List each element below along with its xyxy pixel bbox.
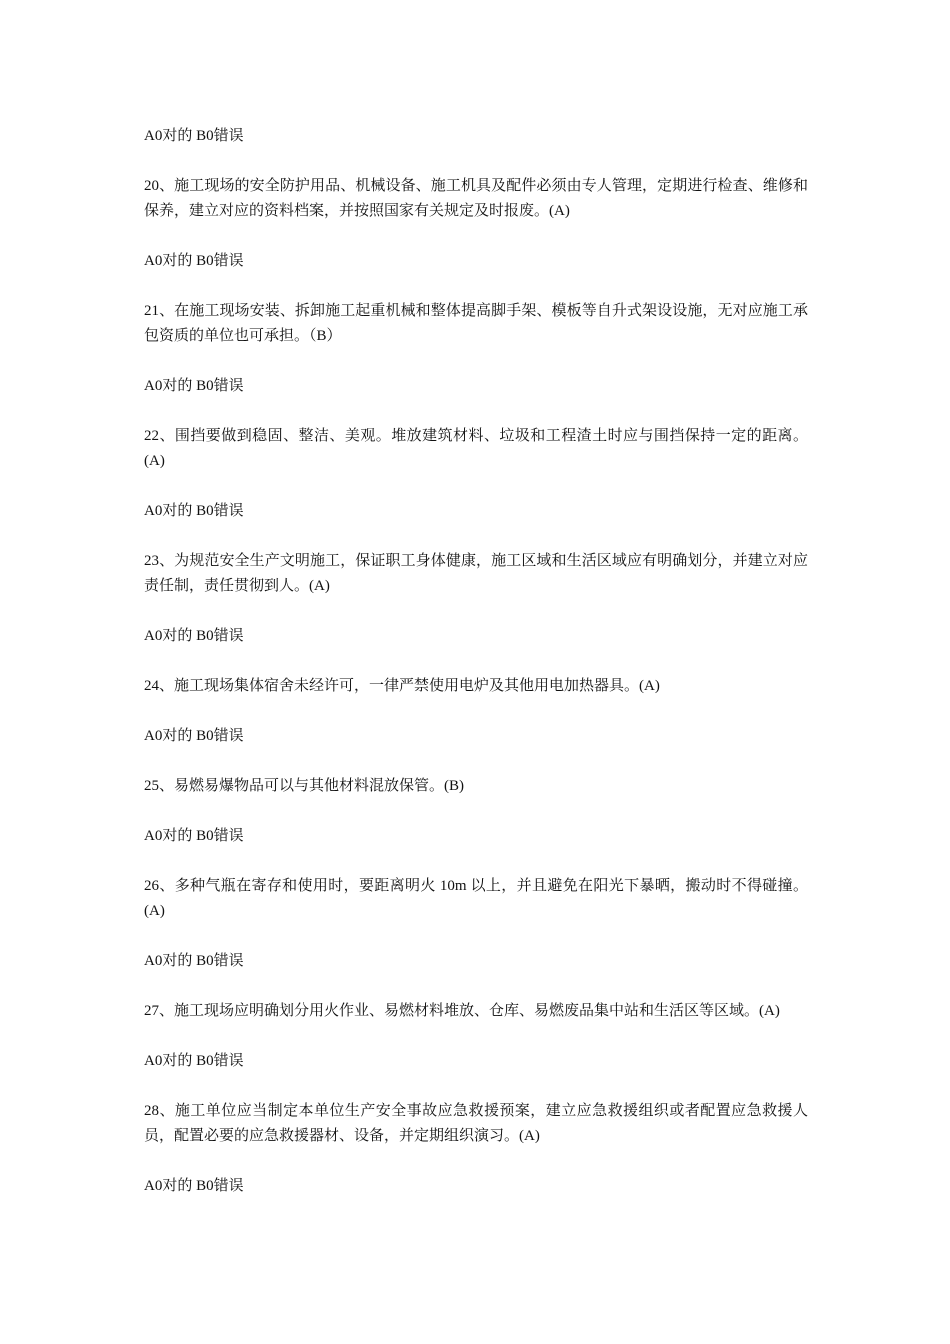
answer-options-19: A0对的 B0错误 — [144, 128, 244, 144]
answer-options-24: A0对的 B0错误 — [144, 728, 244, 744]
answer-options-26: A0对的 B0错误 — [144, 953, 244, 969]
question-22: 22、围挡要做到稳固、整洁、美观。堆放建筑材料、垃圾和工程渣土时应与围挡保持一定的距离。(A) — [144, 428, 808, 469]
question-23: 23、为规范安全生产文明施工，保证职工身体健康，施工区域和生活区域应有明确划分，并建立对应责任制，责任贯彻到人。(A) — [144, 553, 808, 594]
question-20: 20、施工现场的安全防护用品、机械设备、施工机具及配件必须由专人管理，定期进行检查、维修和保养，建立对应的资料档案，并按照国家有关规定及时报废。(A) — [144, 178, 808, 219]
answer-options-20: A0对的 B0错误 — [144, 253, 244, 269]
answer-options-21: A0对的 B0错误 — [144, 378, 244, 394]
answer-options-28: A0对的 B0错误 — [144, 1178, 244, 1194]
answer-options-27: A0对的 B0错误 — [144, 1053, 244, 1069]
answer-options-23: A0对的 B0错误 — [144, 628, 244, 644]
answer-options-22: A0对的 B0错误 — [144, 503, 244, 519]
question-28: 28、施工单位应当制定本单位生产安全事故应急救援预案，建立应急救援组织或者配置应急救援人员，配置必要的应急救援器材、设备，并定期组织演习。(A) — [144, 1103, 808, 1144]
question-21: 21、在施工现场安装、拆卸施工起重机械和整体提高脚手架、模板等自升式架设设施，无对应施工承包资质的单位也可承担。（B） — [144, 303, 808, 344]
answer-options-25: A0对的 B0错误 — [144, 828, 244, 844]
document-page — [144, 124, 808, 1224]
question-25: 25、易燃易爆物品可以与其他材料混放保管。(B) — [144, 778, 464, 794]
question-26: 26、多种气瓶在寄存和使用时，要距离明火 10m 以上，并且避免在阳光下暴晒，搬动时不得碰撞。(A) — [144, 878, 808, 919]
question-27: 27、施工现场应明确划分用火作业、易燃材料堆放、仓库、易燃废品集中站和生活区等区域。(A) — [144, 1003, 780, 1019]
question-24: 24、施工现场集体宿舍未经许可，一律严禁使用电炉及其他用电加热器具。(A) — [144, 678, 660, 694]
